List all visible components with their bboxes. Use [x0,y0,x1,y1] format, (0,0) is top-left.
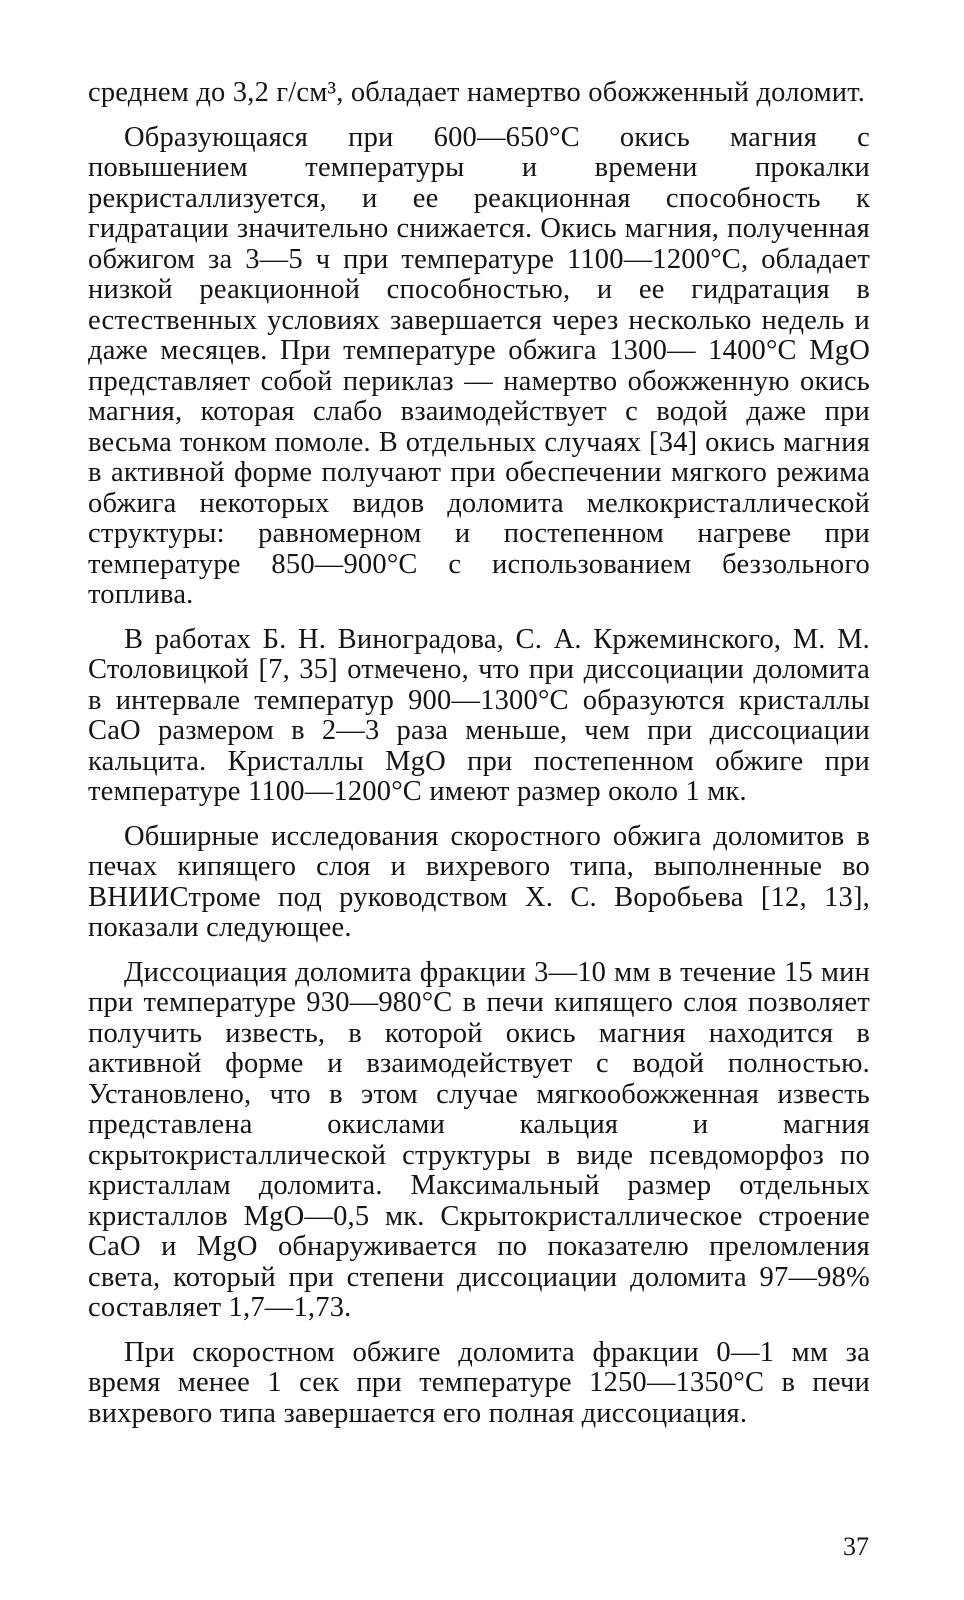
paragraph-5: Диссоциация доломита фракции 3—10 мм в течение 15 мин при температуре 930—980°С в печи кипящего слоя позволяет получить известь, в которой окись магния находится в активной форме и взаимодействует с водой полностью. Установлено, что в этом случае мягкообожженная известь представлена окислами кальция и магния скрытокристаллической структуры в виде псевдоморфоз по кристаллам доломита. Максимальный размер отдельных кристаллов MgO—0,5 мк. Скрытокристаллическое строение CaO и MgO обнаруживается по показателю преломления света, который при степени диссоциации доломита 97—98% составляет 1,7—1,73. [88,956,870,1323]
paragraph-4: Обширные исследования скоростного обжига доломитов в печах кипящего слоя и вихревого типа, выполненные во ВНИИСтроме под руководством Х. С. Воробьева [12, 13], показали следующее. [88,820,870,943]
page-body [88,78,870,1429]
paragraph-6: При скоростном обжиге доломита фракции 0—1 мм за время менее 1 сек при температуре 1250—1350°С в печи вихревого типа завершается его полная диссоциация. [88,1336,870,1429]
paragraph-3: В работах Б. Н. Виноградова, С. А. Кржеминского, М. М. Столовицкой [7, 35] отмечено, что при диссоциации доломита в интервале температур 900—1300°С образуются кристаллы CaO размером в 2—3 раза меньше, чем при диссоциации кальцита. Кристаллы MgO при постепенном обжиге при температуре 1100—1200°С имеют размер около 1 мк. [88,623,870,807]
paragraph-1: среднем до 3,2 г/см³, обладает намертво обожженный доломит. [88,77,866,108]
paragraph-2: Образующаяся при 600—650°С окись магния с повышением температуры и времени прокалки рекристаллизуется, и ее реакционная способность к гидратации значительно снижается. Окись магния, полученная обжигом за 3—5 ч при температуре 1100—1200°С, обладает низкой реакционной способностью, и ее гидратация в естественных условиях завершается через несколько недель и даже месяцев. При температуре обжига 1300— 1400°С MgO представляет собой периклаз — намертво обожженную окись магния, которая слабо взаимодействует с водой даже при весьма тонком помоле. В отдельных случаях [34] окись магния в активной форме получают при обеспечении мягкого режима обжига некоторых видов доломита мелкокристаллической структуры: равномерном и постепенном нагреве при температуре 850—900°С с использованием беззольного топлива. [88,121,870,610]
page-number: 37 [843,1532,869,1561]
